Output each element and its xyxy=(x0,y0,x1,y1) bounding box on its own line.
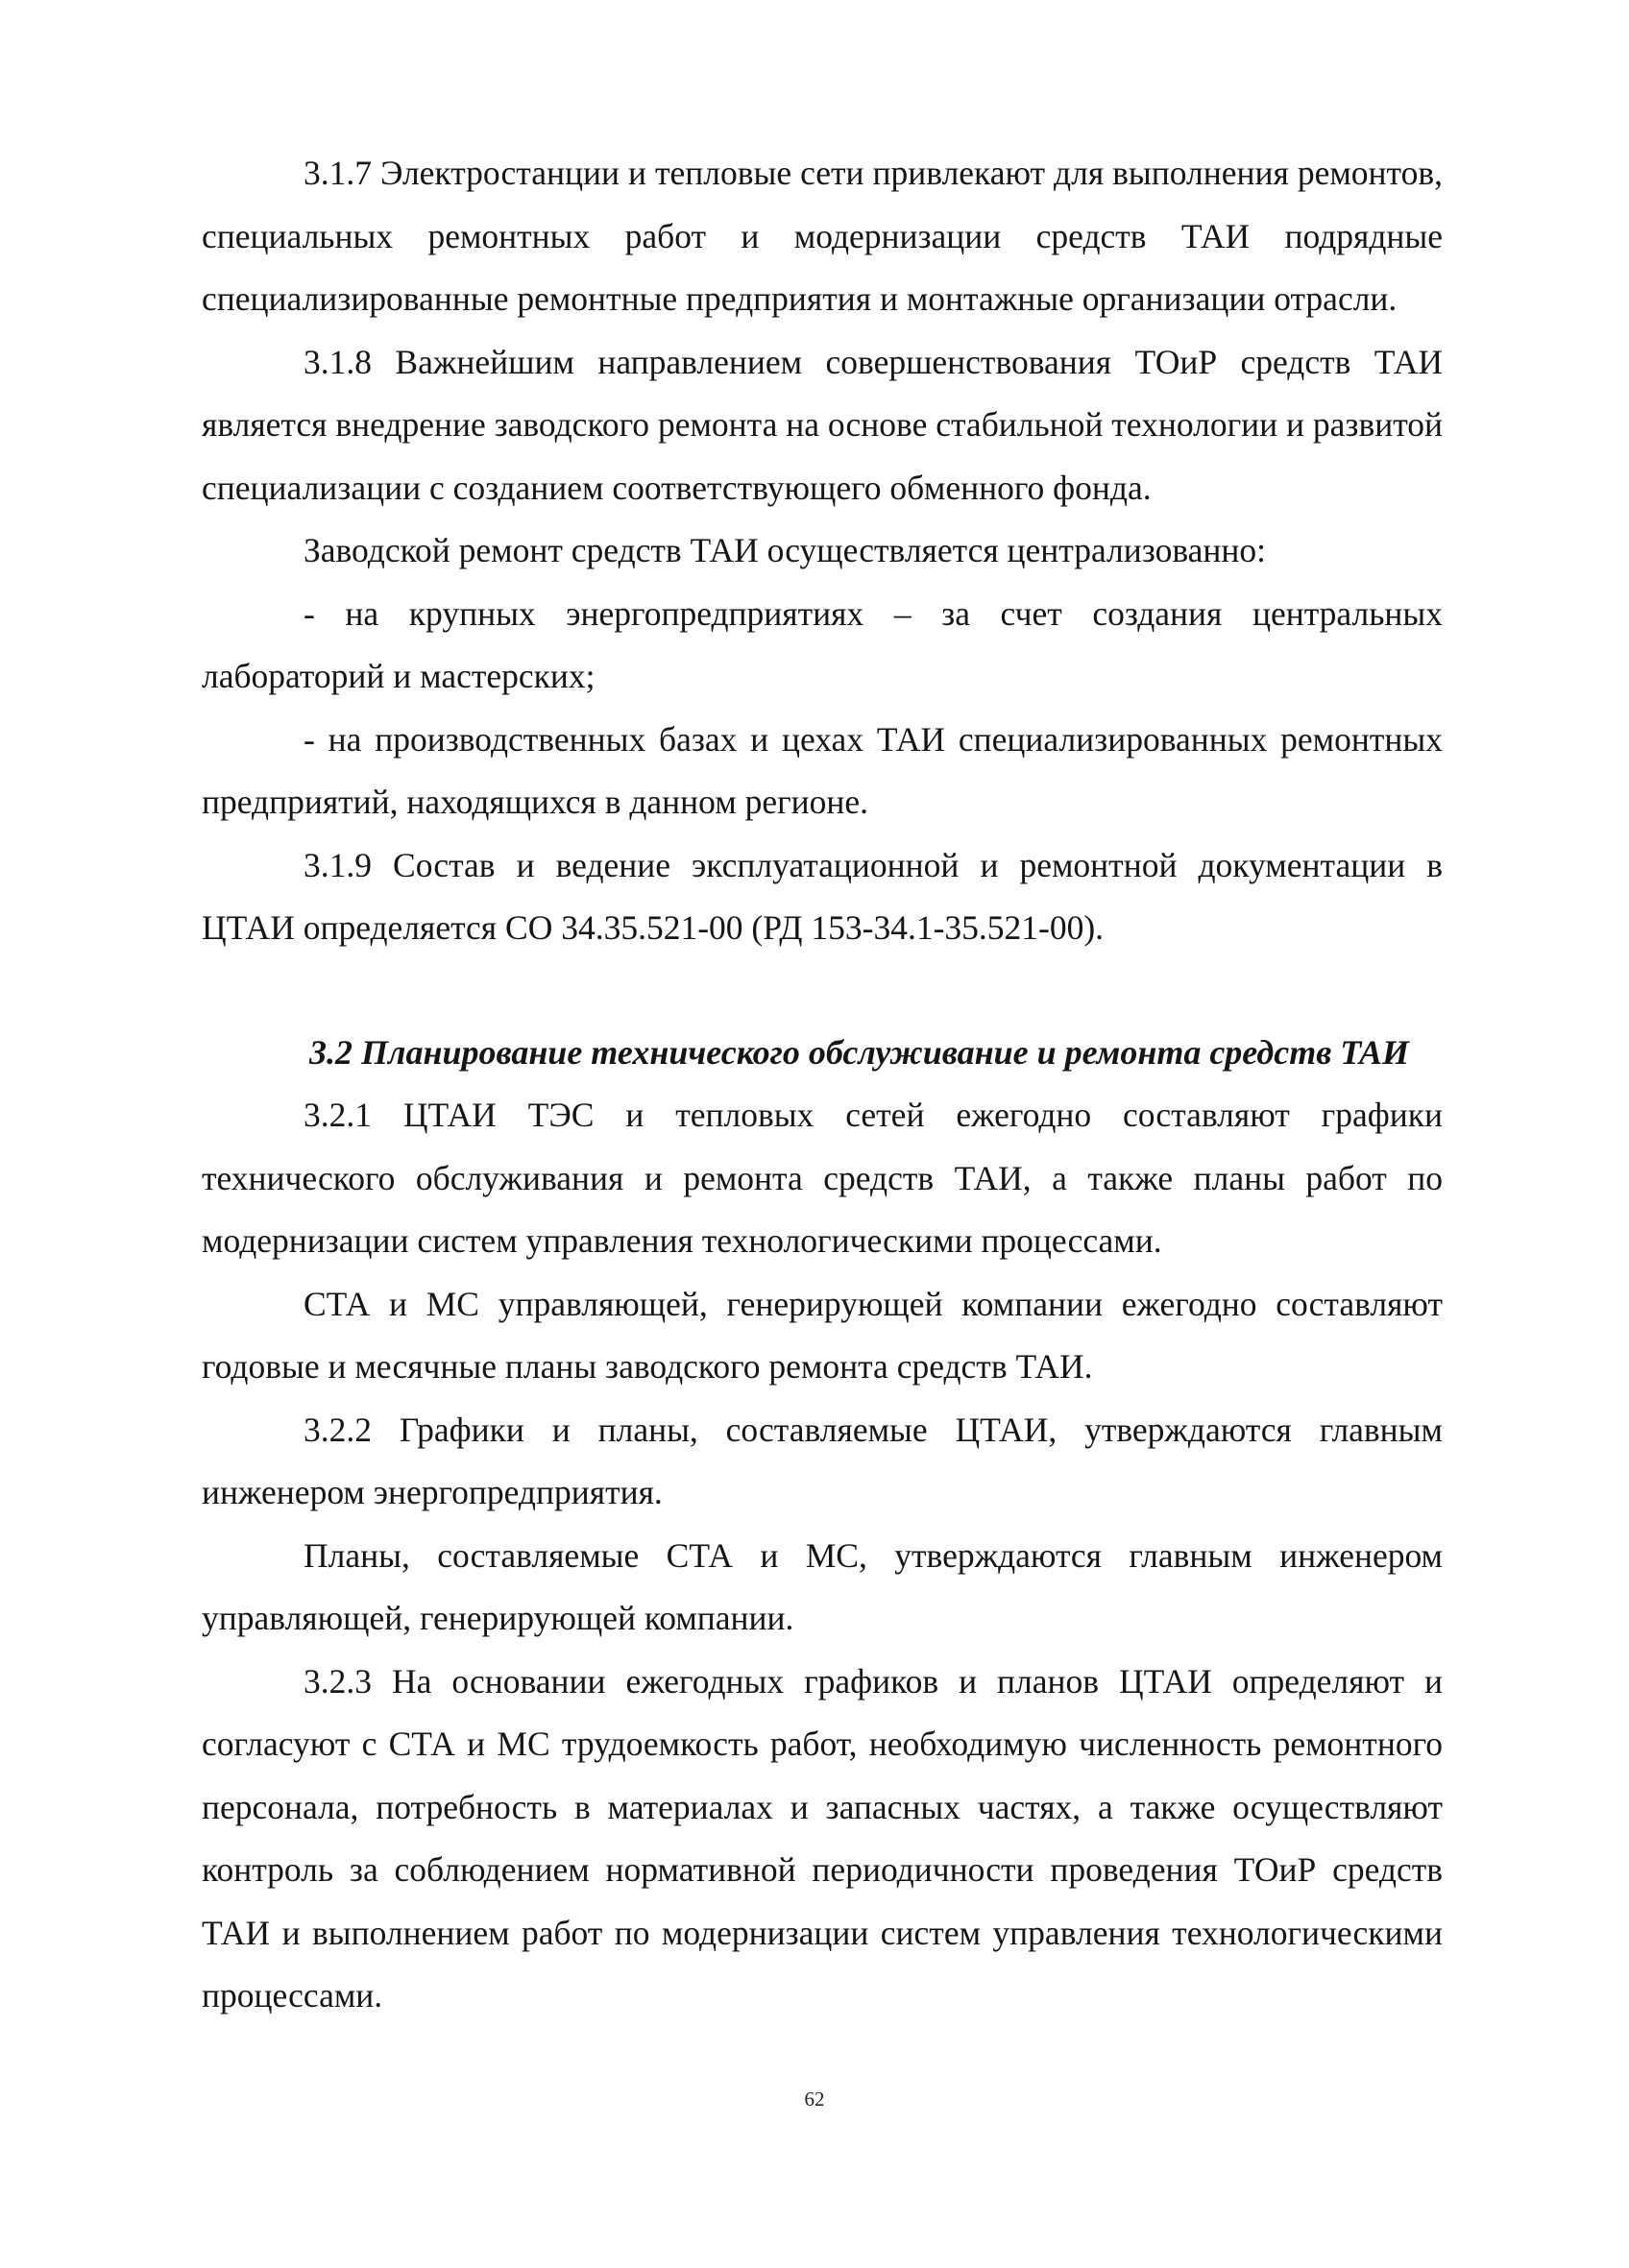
paragraph-3-2-3: 3.2.3 На основании ежегодных графиков и планов ЦТАИ определяют и согласуют с СТА и МС трудоемкость работ, необходимую численность ремонтного персонала, потребность в материалах и запасных частях, а также осуществляют контроль за соблюдением нормативной периодичности проведения ТОиР средств ТАИ и выполнением работ по модернизации систем управления технологическими процессами. xyxy=(202,1661,1443,2015)
paragraph-sta-ms-plans: СТА и МС управляющей, генерирующей компании ежегодно составляют годовые и месячные планы заводского ремонта средств ТАИ. xyxy=(202,1284,1443,1386)
page-body xyxy=(202,142,1443,2028)
list-item-large-enterprises: - на крупных энергопредприятиях – за счет создания центральных лабораторий и мастерских; xyxy=(202,593,1443,695)
paragraph-3-2-2: 3.2.2 Графики и планы, составляемые ЦТАИ, утверждаются главным инженером энергопредприятия. xyxy=(202,1410,1443,1511)
page-number: 62 xyxy=(804,2087,825,2111)
paragraph-plans-approval: Планы, составляемые СТА и МС, утверждаются главным инженером управляющей, генерирующей компании. xyxy=(202,1535,1443,1637)
paragraph-3-1-9: 3.1.9 Состав и ведение эксплуатационной и ремонтной документации в ЦТАИ определяется СО 34.35.521-00 (РД 153-34.1-35.521-00). xyxy=(202,845,1443,947)
paragraph-3-1-7: 3.1.7 Электростанции и тепловые сети привлекают для выполнения ремонтов, специальных ремонтных работ и модернизации средств ТАИ подрядные специализированные ремонтные предприятия и монтажные организации отрасли. xyxy=(202,154,1443,318)
paragraph-factory-repair: Заводской ремонт средств ТАИ осуществляется централизованно: xyxy=(304,531,1266,569)
section-heading-3-2: 3.2 Планирование технического обслуживание и ремонта средств ТАИ xyxy=(309,1032,1410,1072)
paragraph-3-2-1: 3.2.1 ЦТАИ ТЭС и тепловых сетей ежегодно составляют графики технического обслуживания и ремонта средств ТАИ, а также планы работ по модернизации систем управления технологическими процессами. xyxy=(202,1096,1443,1260)
list-item-production-bases: - на производственных базах и цехах ТАИ специализированных ремонтных предприятий, находящихся в данном регионе. xyxy=(202,719,1443,821)
paragraph-3-1-8: 3.1.8 Важнейшим направлением совершенствования ТОиР средств ТАИ является внедрение заводского ремонта на основе стабильной технологии и развитой специализации с созданием соответствующего обменного фонда. xyxy=(202,342,1443,507)
